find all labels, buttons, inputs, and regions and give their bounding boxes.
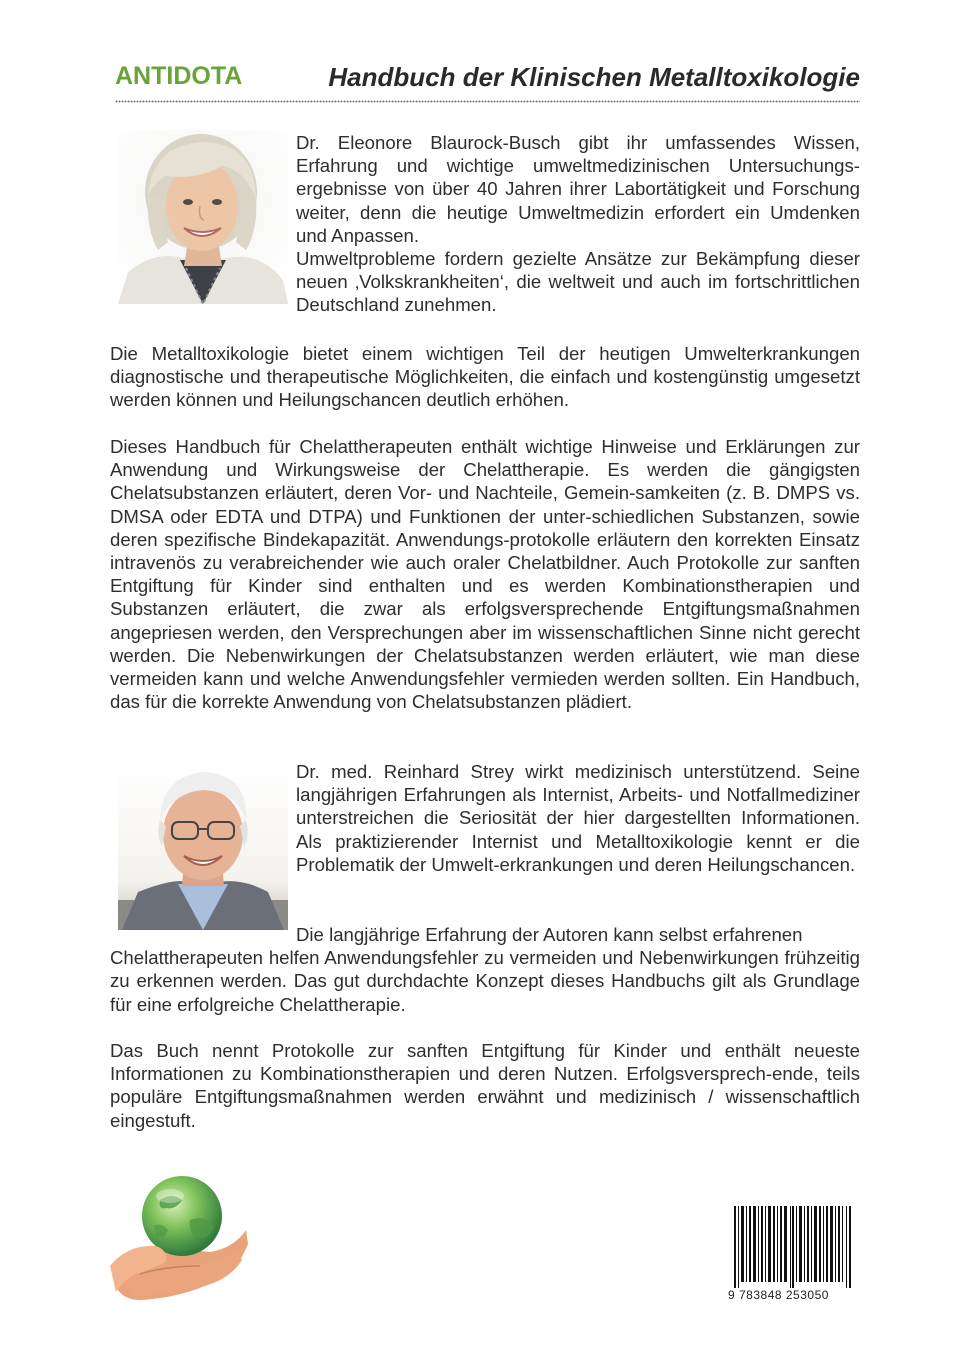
header <box>115 60 860 100</box>
globe-in-hands-image <box>110 1170 250 1302</box>
environment-problem-text: Umweltprobleme fordern gezielte Ansätze zur Bekämpfung dieser neuen ‚Volkskrankheiten‘, die weltweit und auch im fortschrittlichen Deutschland zunehmen. <box>296 248 860 316</box>
experience-paragraph <box>110 923 860 1016</box>
coauthor-paragraph: Dr. med. Reinhard Strey wirkt medizinisch unterstützend. Seine langjährigen Erfahrungen als Internist, Arbeits- und Notfallmediziner unterstreichen die Seriosität der hier dargestellten Informationen. Als praktizierender Internist und Metalltoxikologie kennt er die Problematik der Umwelt-erkrankungen und deren Heilungschancen. <box>296 761 860 875</box>
experience-first-line: Die langjährige Erfahrung der Autoren kann selbst erfahrenen <box>296 924 803 945</box>
man-portrait-icon <box>118 762 288 930</box>
woman-portrait-icon <box>118 130 288 304</box>
barcode-icon <box>734 1206 852 1288</box>
book-title: Handbuch der Klinischen Metalltoxikologie <box>328 62 860 92</box>
book-summary-paragraph: Das Buch nennt Protokolle zur sanften Entgiftung für Kinder und enthält neueste Informationen zu Kombinationstherapien und deren Nutzen. Erfolgsversprech-ende, teils populäre Entgiftungsmaßnahmen werden erwähnt und medizinisch / wissenschaftlich eingestuft. <box>110 1040 860 1131</box>
metal-toxicology-paragraph: Die Metalltoxikologie bietet einem wichtigen Teil der heutigen Umwelterkrankungen diagnostische und therapeutische Möglichkeiten, die einfach und kostengünstig umgesetzt werden können und Heilungschancen deutlich erhöhen. <box>110 343 860 411</box>
author-portrait-woman <box>118 130 288 304</box>
brand-name: ANTIDOTA <box>115 62 243 90</box>
globe-in-hands-icon <box>110 1170 250 1302</box>
author-bio-text: Dr. Eleonore Blaurock-Busch gibt ihr umfassendes Wissen, Erfahrung und wichtige umweltmedizinischen Untersuchungs-ergebnisse von über 40 Jahren ihrer Labortätigkeit und Forschung weiter, denn die heutige Umweltmedizin erfordert ein Umdenken und Anpassen. <box>296 132 860 246</box>
isbn-number: 9 783848 253050 <box>728 1288 829 1302</box>
handbook-description-paragraph: Dieses Handbuch für Chelattherapeuten enthält wichtige Hinweise und Erklärungen zur Anwendung und Wirkungsweise der Chelattherapie. Es werden die gängigsten Chelatsubstanzen erläutert, deren Vor- und Nachteile, Gemein-samkeiten (z. B. DMPS vs. DMSA oder EDTA und DTPA) und Funktionen der unter-schiedlichen Substanzen, sowie deren spezifische Bindekapazität. Anwendungs-protokolle erläutern den korrekten Einsatz intravenös zu verabreichender wie auch oraler Chelatbildner. Auch Protokolle zur sanften Entgiftung für Kinder sind enthalten und es werden Kombinationstherapien und Substanzen erläutert, die zwar als erfolgsversprechende Entgiftungsmaßnahmen angepriesen werden, den Versprechungen aber im wissenschaftlichen Sinne nicht gerecht werden. Die Nebenwirkungen der Chelatsubstanzen werden erläutert, wie man diese vermeiden kann und welche Anwendungsfehler vermieden werden sollten. Ein Handbuch, das für die korrekte Anwendung von Chelatsubstanzen plädiert. <box>110 436 860 713</box>
dotted-divider <box>115 100 860 106</box>
experience-rest: Chelattherapeuten helfen Anwendungsfehler zu vermeiden und Nebenwirkungen frühzeitig zu erkennen werden. Das gut durchdachte Konzept dieses Handbuchs gilt als Grundlage für eine erfolgreiche Chelattherapie. <box>110 947 860 1015</box>
intro-paragraph <box>296 131 860 317</box>
author-portrait-man <box>118 762 288 930</box>
